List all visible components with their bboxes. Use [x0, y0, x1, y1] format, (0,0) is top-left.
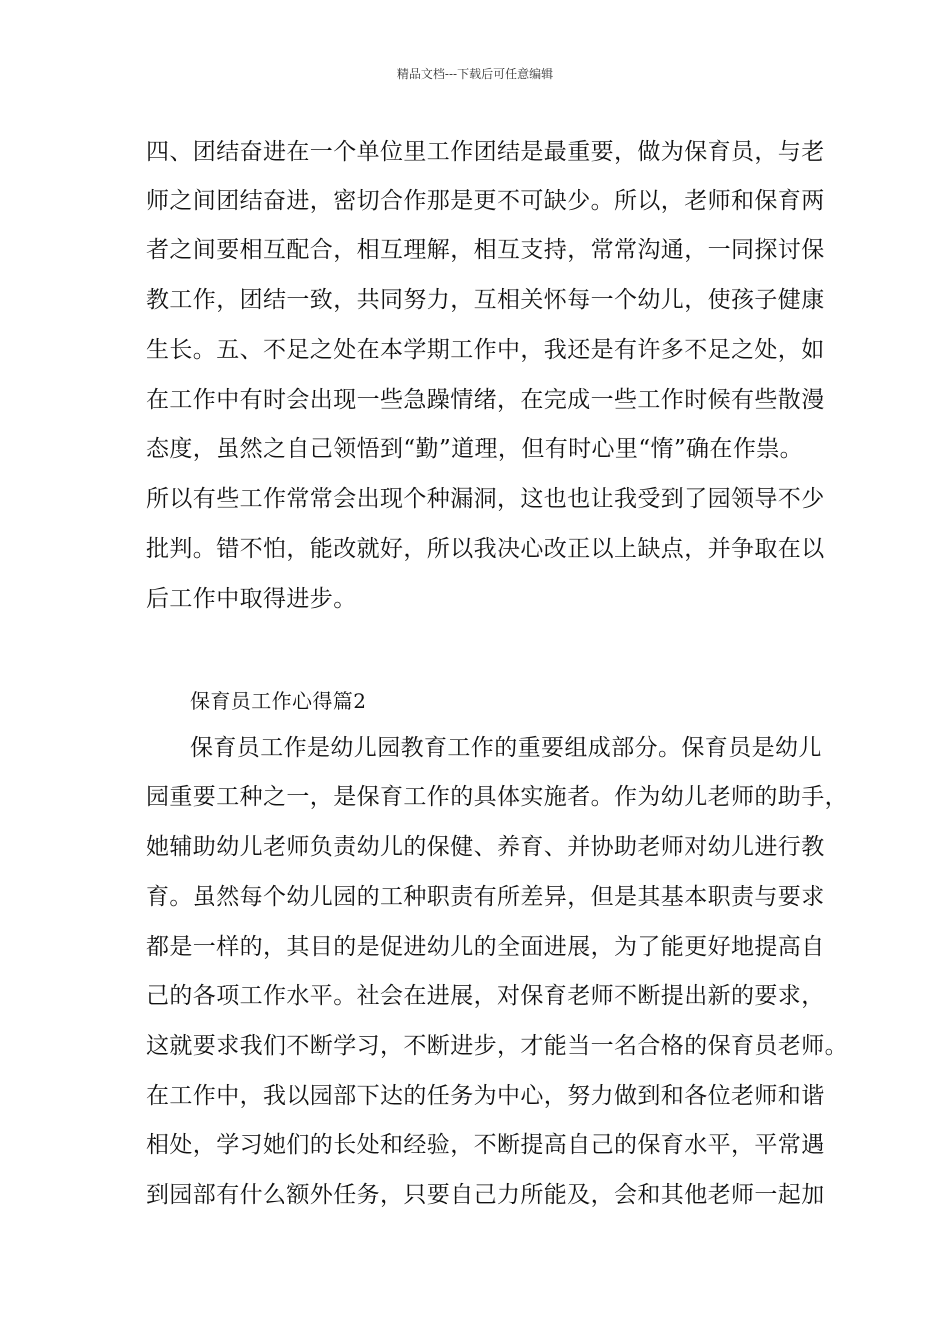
paragraph-line: 批判。错不怕，能改就好，所以我决心改正以上缺点，并争取在以 [146, 536, 825, 562]
paragraph-line: 这就要求我们不断学习，不断进步，才能当一名合格的保育员老师。 [146, 1033, 848, 1059]
paragraph-line: 师之间团结奋进，密切合作那是更不可缺少。所以，老师和保育两 [146, 188, 825, 214]
paragraph-line: 在工作中有时会出现一些急躁情绪，在完成一些工作时候有些散漫 [146, 387, 825, 413]
paragraph-line: 己的各项工作水平。社会在进展，对保育老师不断提出新的要求， [146, 983, 825, 1009]
paragraph-line: 后工作中取得进步。 [146, 586, 357, 612]
section-title: 保育员工作心得篇2 [190, 689, 367, 713]
paragraph-line: 相处，学习她们的长处和经验，不断提高自己的保育水平，平常遇 [146, 1132, 825, 1158]
paragraph-line: 保育员工作是幼儿园教育工作的重要组成部分。保育员是幼儿 [190, 735, 822, 761]
paragraph-line: 到园部有什么额外任务，只要自己力所能及，会和其他老师一起加 [146, 1182, 825, 1208]
paragraph-line: 园重要工种之一，是保育工作的具体实施者。作为幼儿老师的助手， [146, 784, 848, 810]
paragraph-line: 生长。五、不足之处在本学期工作中，我还是有许多不足之处，如 [146, 337, 825, 363]
paragraph-line: 态度，虽然之自己领悟到“勤”道理，但有时心里“惰”确在作祟。 [146, 436, 804, 462]
paragraph-line: 在工作中，我以园部下达的任务为中心，努力做到和各位老师和谐 [146, 1083, 825, 1109]
paragraph-line: 她辅助幼儿老师负责幼儿的保健、养育、并协助老师对幼儿进行教 [146, 834, 825, 860]
page-header: 精品文档---下载后可任意编辑 [396, 67, 554, 81]
paragraph-line: 者之间要相互配合，相互理解，相互支持，常常沟通，一同探讨保 [146, 237, 825, 263]
paragraph-line: 教工作，团结一致，共同努力，互相关怀每一个幼儿，使孩子健康 [146, 287, 825, 313]
paragraph-line: 都是一样的，其目的是促进幼儿的全面进展，为了能更好地提高自 [146, 934, 825, 960]
paragraph-line: 所以有些工作常常会出现个种漏洞，这也也让我受到了园领导不少 [146, 486, 825, 512]
paragraph-line: 育。虽然每个幼儿园的工种职责有所差异，但是其基本职责与要求 [146, 884, 825, 910]
paragraph-line: 四、团结奋进在一个单位里工作团结是最重要，做为保育员，与老 [146, 139, 825, 165]
